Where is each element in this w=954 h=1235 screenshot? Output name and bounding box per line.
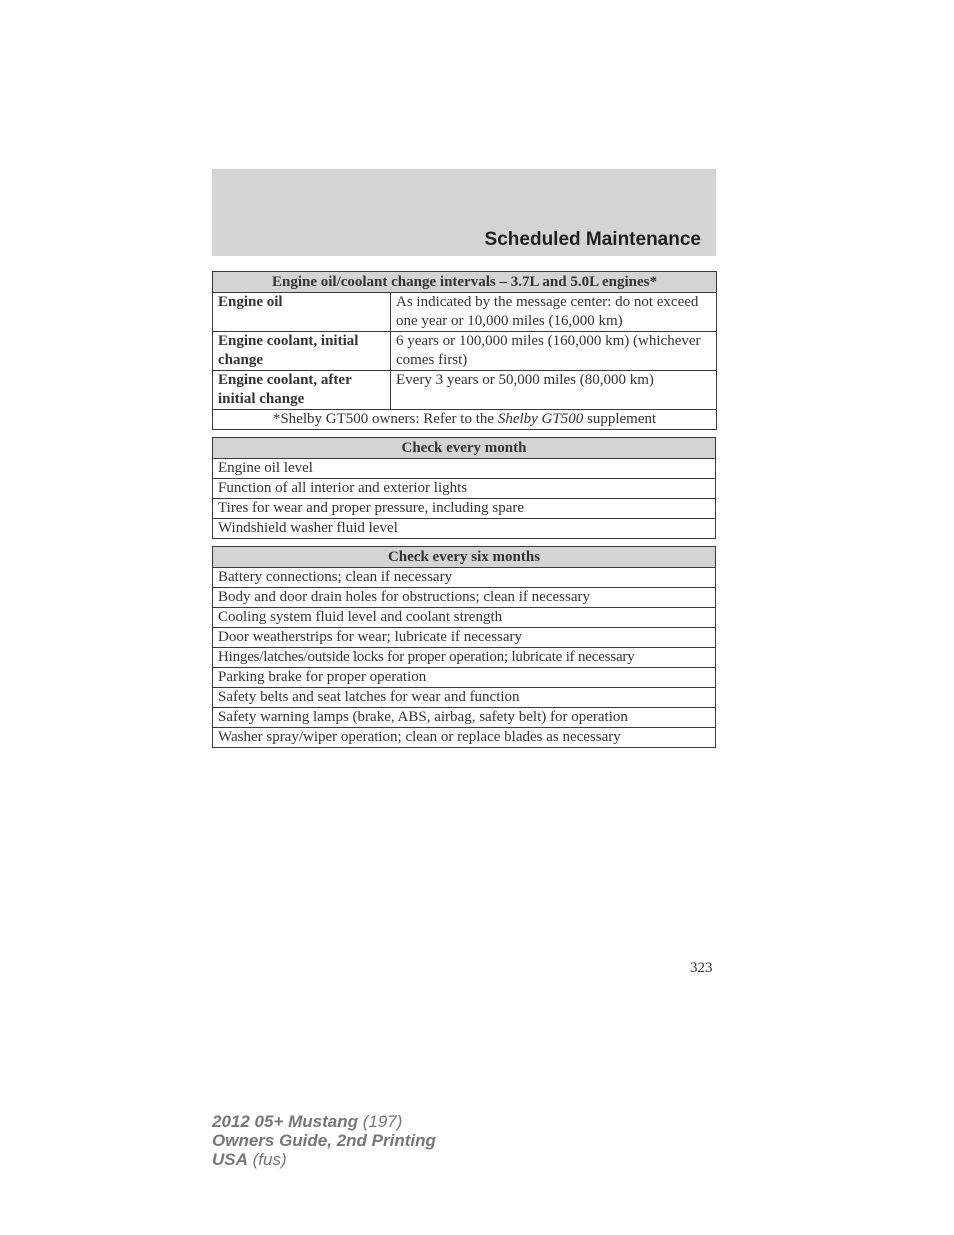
oil-coolant-interval-table — [212, 271, 717, 430]
list-item: Cooling system fluid level and coolant strength — [213, 608, 716, 628]
list-item: Tires for wear and proper pressure, including spare — [213, 499, 716, 519]
footer-model-code: (197) — [362, 1112, 403, 1131]
row-value: Every 3 years or 50,000 miles (80,000 km) — [391, 371, 717, 410]
document-footer — [212, 1112, 436, 1169]
six-month-check-table — [212, 546, 716, 748]
row-label: Engine coolant, initial change — [213, 332, 391, 371]
section-header-band — [212, 169, 716, 256]
table-row — [213, 332, 717, 371]
footer-market-code: (fus) — [252, 1150, 287, 1169]
list-item: Body and door drain holes for obstructions; clean if necessary — [213, 588, 716, 608]
list-item: Windshield washer fluid level — [213, 519, 716, 539]
list-item: Safety belts and seat latches for wear and function — [213, 688, 716, 708]
list-item: Washer spray/wiper operation; clean or replace blades as necessary — [213, 728, 716, 748]
row-label: Engine oil — [213, 293, 391, 332]
table-footnote-row — [213, 410, 717, 430]
table-footnote — [213, 410, 717, 430]
list-item: Door weatherstrips for wear; lubricate if necessary — [213, 628, 716, 648]
table-row — [213, 371, 717, 410]
page-number: 323 — [690, 960, 713, 976]
list-item: Hinges/latches/outside locks for proper operation; lubricate if necessary — [213, 648, 716, 668]
row-value: 6 years or 100,000 miles (160,000 km) (whichever comes first) — [391, 332, 717, 371]
list-item: Battery connections; clean if necessary — [213, 568, 716, 588]
table-row — [213, 293, 717, 332]
list-item: Safety warning lamps (brake, ABS, airbag, safety belt) for operation — [213, 708, 716, 728]
monthly-check-table — [212, 437, 716, 539]
row-label: Engine coolant, after initial change — [213, 371, 391, 410]
row-value: As indicated by the message center: do not exceed one year or 10,000 miles (16,000 km) — [391, 293, 717, 332]
footnote-italic: Shelby GT500 — [497, 411, 584, 427]
footnote-suffix: supplement — [586, 411, 657, 427]
list-item: Engine oil level — [213, 459, 716, 479]
section-title: Scheduled Maintenance — [484, 229, 701, 250]
list-item: Function of all interior and exterior lights — [213, 479, 716, 499]
list-item: Parking brake for proper operation — [213, 668, 716, 688]
footnote-prefix: *Shelby GT500 owners: Refer to the — [272, 411, 495, 427]
footer-market: USA — [212, 1150, 248, 1169]
footer-model: 2012 05+ Mustang — [212, 1112, 358, 1131]
footer-edition: Owners Guide, 2nd Printing — [212, 1131, 436, 1150]
table-heading: Check every month — [213, 438, 716, 459]
table-heading: Engine oil/coolant change intervals – 3.7L and 5.0L engines* — [213, 272, 717, 293]
table-heading: Check every six months — [213, 547, 716, 568]
